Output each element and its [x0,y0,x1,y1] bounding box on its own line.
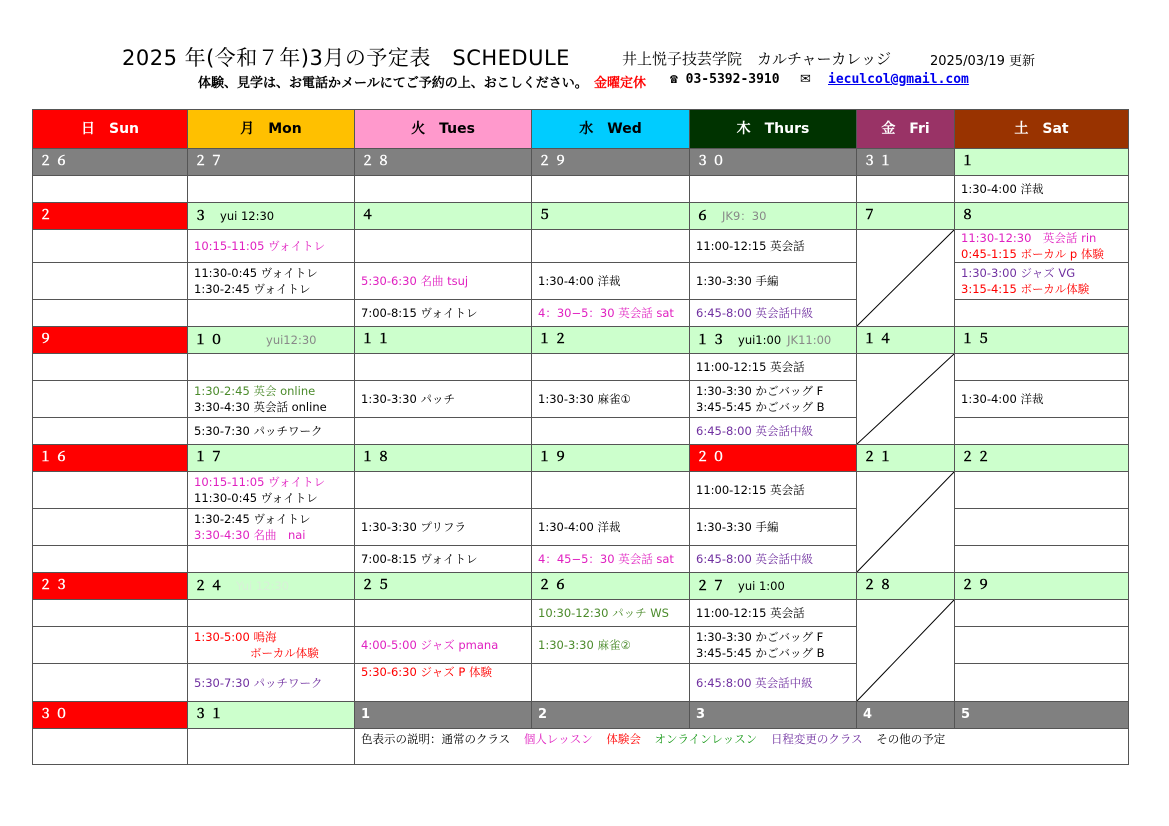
week-1-row [33,230,1129,263]
cell [532,664,690,702]
date-row-week-0 [33,149,1129,176]
date-row-week-4 [33,573,1129,600]
cell [188,300,355,327]
date-cell: ２６ [532,573,690,600]
week-2-row [33,354,1129,381]
cell [33,627,188,664]
class-entry: 6:45:8:00 英会話中級 [690,664,857,702]
mail-icon: ✉ [800,72,811,87]
date-note: JK11:00 [787,332,832,347]
date-cell: ５ [532,203,690,230]
date-cell: ２６ [33,149,188,176]
class-entry: 11:00-12:15 英会話 [690,230,857,263]
weekday-header-row [33,110,1129,149]
class-entry: 1:30-3:30 プリフラ [355,509,532,546]
class-entry: 1:30-3:30 かごバッグ F 3:45-5:45 かごバッグ B [690,381,857,418]
date-cell: 2 [532,702,690,729]
date-cell: ２１ [857,445,955,472]
closed-cell [857,472,955,573]
cell [188,600,355,627]
class-entry: 1:30-3:30 手編 [690,509,857,546]
date-cell: ３０ [690,149,857,176]
cell [33,546,188,573]
week-1-row [33,263,1129,300]
class-entry: 11:30-0:45 ヴォイトレ 1:30-2:45 ヴォイトレ [188,263,355,300]
class-entry: 11:00-12:15 英会話 [690,472,857,509]
date-cell: ３０ [33,702,188,729]
class-entry: 11:00-12:15 英会話 [690,354,857,381]
header-sun: 日 Sun [33,110,188,149]
week-2-row [33,381,1129,418]
cell [955,472,1129,509]
class-entry: 4:00-5:00 ジャズ pmana [355,627,532,664]
class-entry: 1:30-4:00 洋裁 [532,509,690,546]
cell [532,176,690,203]
cell [955,509,1129,546]
date-cell: １５ [955,327,1129,354]
cell [33,176,188,203]
date-cell: ２０ [690,445,857,472]
legend-other: その他の予定 [876,732,946,746]
class-entry: 7:00-8:15 ヴォイトレ [355,546,532,573]
class-entry: 1:30-2:45 英会 online 3:30-4:30 英会話 online [188,381,355,418]
cell [955,627,1129,664]
header-wed: 水 Wed [532,110,690,149]
date-note: JK9：30 [722,208,767,223]
date-cell: ８ [955,203,1129,230]
header-fri: 金 Fri [857,110,955,149]
cell [857,176,955,203]
class-entry: 1:30-2:45 ヴォイトレ 3:30-4:30 名曲 nai [188,509,355,546]
date-cell: ２７ [188,149,355,176]
week-4-row [33,600,1129,627]
cell [355,600,532,627]
class-entry: 1:30-4:00 洋裁 [532,263,690,300]
date-cell: 1 [355,702,532,729]
date-cell: ２８ [355,149,532,176]
closed-cell [857,600,955,702]
class-entry: 1:30-3:00 ジャズ VG 3:15-4:15 ボーカル体験 [955,263,1129,300]
class-entry: 1:30-3:30 手編 [690,263,857,300]
email-link[interactable]: ieculcol@gmail.com [828,72,969,87]
cell [955,418,1129,445]
phone-number: ☎ 03-5392-3910 [670,72,780,87]
header-tue: 火 Tues [355,110,532,149]
header-line-2 [0,72,1169,92]
page-title: 2025 年(令和７年)3月の予定表 SCHEDULE [122,46,570,70]
date-cell: ７ [857,203,955,230]
class-entry: 7:00-8:15 ヴォイトレ [355,300,532,327]
closed-cell [857,230,955,327]
cell [33,509,188,546]
legend-changed: 日程変更のクラス [770,732,863,746]
class-entry: 5:30-7:30 パッチワーク [188,664,355,702]
class-entry: 1:30-3:30 かごバッグ F 3:45-5:45 かごバッグ B [690,627,857,664]
reservation-notice: 体験、見学は、お電話かメールにてご予約の上、おこしください。 [198,76,588,91]
class-entry: 1:30-3:30 麻雀① [532,381,690,418]
cell [355,230,532,263]
date-row-week-3 [33,445,1129,472]
cell [955,664,1129,702]
header-thu: 木 Thurs [690,110,857,149]
week-3-row [33,546,1129,573]
color-legend [355,729,1129,765]
class-entry: 1:30-4:00 洋裁 [955,381,1129,418]
class-entry: 5:30-6:30 ジャズ P 体験 [355,664,532,702]
header-sat: 土 Sat [955,110,1129,149]
cell [532,354,690,381]
class-entry: 4：30−5：30 英会話 sat [532,300,690,327]
cell [955,600,1129,627]
cell [33,600,188,627]
date-cell: １１ [355,327,532,354]
class-entry: 10:15-11:05 ヴォイトレ [188,230,355,263]
class-entry: 10:30-12:30 パッチ WS [532,600,690,627]
date-cell: ２５ [355,573,532,600]
date-cell: ４ [355,203,532,230]
date-note: yui1:00 [738,332,782,347]
cell [355,176,532,203]
cell [532,472,690,509]
cell [355,354,532,381]
date-note: yui12:30 [266,332,317,347]
date-cell: ３ yui 12:30 [188,203,355,230]
cell [33,354,188,381]
cell [188,176,355,203]
legend-intro: 色表示の説明：通常のクラス [361,732,511,746]
cell [955,546,1129,573]
date-cell: １６ [33,445,188,472]
closed-day: 金曜定休 [594,76,647,91]
week-0-row [33,176,1129,203]
week-3-row [33,509,1129,546]
class-entry: 11:30-12:30 英会話 rin 0:45-1:15 ボーカル p 体験 [955,230,1129,263]
date-cell: ３１ [188,702,355,729]
date-cell: ９ [33,327,188,354]
date-cell: １７ [188,445,355,472]
cell [532,230,690,263]
class-entry: 5:30-6:30 名曲 tsuj [355,263,532,300]
week-2-row [33,418,1129,445]
legend-private: 個人レッスン [523,732,593,746]
date-row-week-5 [33,702,1129,729]
date-cell: ２９ [532,149,690,176]
cell [33,230,188,263]
cell [955,300,1129,327]
date-cell: 3 [690,702,857,729]
date-note: yui 1:00 [738,578,785,593]
date-row-week-2 [33,327,1129,354]
cell [33,300,188,327]
cell [188,354,355,381]
cell [188,546,355,573]
schedule-table [32,109,1129,765]
legend-row [33,729,1129,765]
cell [188,729,355,765]
class-entry: 1:30-4:00 洋裁 [955,176,1129,203]
date-cell: １４ [857,327,955,354]
date-cell: ２７ yui 1:00 [690,573,857,600]
date-cell: １２ [532,327,690,354]
class-entry: 1:30-5:00 鳴海 ボーカル体験 [188,627,355,664]
cell [33,263,188,300]
date-cell: ２３ [33,573,188,600]
date-cell: ２２ [955,445,1129,472]
cell [33,472,188,509]
date-cell: １０ yui12:30 [188,327,355,354]
date-cell: ２ [33,203,188,230]
date-cell: １３ yui1:00 JK11:00 [690,327,857,354]
updated-date: 2025/03/19 更新 [930,54,1036,69]
date-note: yui 12:30 [220,208,275,223]
date-cell: １９ [532,445,690,472]
cell [690,176,857,203]
date-note: Yui 12:30 [236,578,290,593]
cell [33,418,188,445]
legend-online: オンラインレッスン [654,732,758,746]
class-entry: 11:00-12:15 英会話 [690,600,857,627]
class-entry: 1:30-3:30 麻雀② [532,627,690,664]
date-cell: ２８ [857,573,955,600]
class-entry: 4：45−5：30 英会話 sat [532,546,690,573]
date-cell: １８ [355,445,532,472]
date-cell: １ [955,149,1129,176]
class-entry: 10:15-11:05 ヴォイトレ 11:30-0:45 ヴォイトレ [188,472,355,509]
date-cell: ２４ Yui 12:30 [188,573,355,600]
week-3-row [33,472,1129,509]
date-cell: ６ JK9：30 [690,203,857,230]
class-entry: 6:45-8:00 英会話中級 [690,300,857,327]
week-4-row [33,627,1129,664]
header-line-1 [0,42,1169,74]
cell [955,354,1129,381]
cell [33,729,188,765]
legend-trial: 体験会 [606,732,641,746]
cell [33,664,188,702]
class-entry: 6:45-8:00 英会話中級 [690,418,857,445]
date-cell: 5 [955,702,1129,729]
date-cell: ２９ [955,573,1129,600]
week-4-row [33,664,1129,702]
cell [532,418,690,445]
class-entry: 6:45-8:00 英会話中級 [690,546,857,573]
class-entry: 1:30-3:30 パッチ [355,381,532,418]
date-row-week-1 [33,203,1129,230]
cell [355,472,532,509]
closed-cell [857,354,955,445]
date-cell: ３１ [857,149,955,176]
school-name: 井上悦子技芸学院 カルチャーカレッジ [622,50,892,68]
week-1-row [33,300,1129,327]
class-entry: 5:30-7:30 パッチワーク [188,418,355,445]
header-mon: 月 Mon [188,110,355,149]
cell [355,418,532,445]
date-cell: 4 [857,702,955,729]
cell [33,381,188,418]
